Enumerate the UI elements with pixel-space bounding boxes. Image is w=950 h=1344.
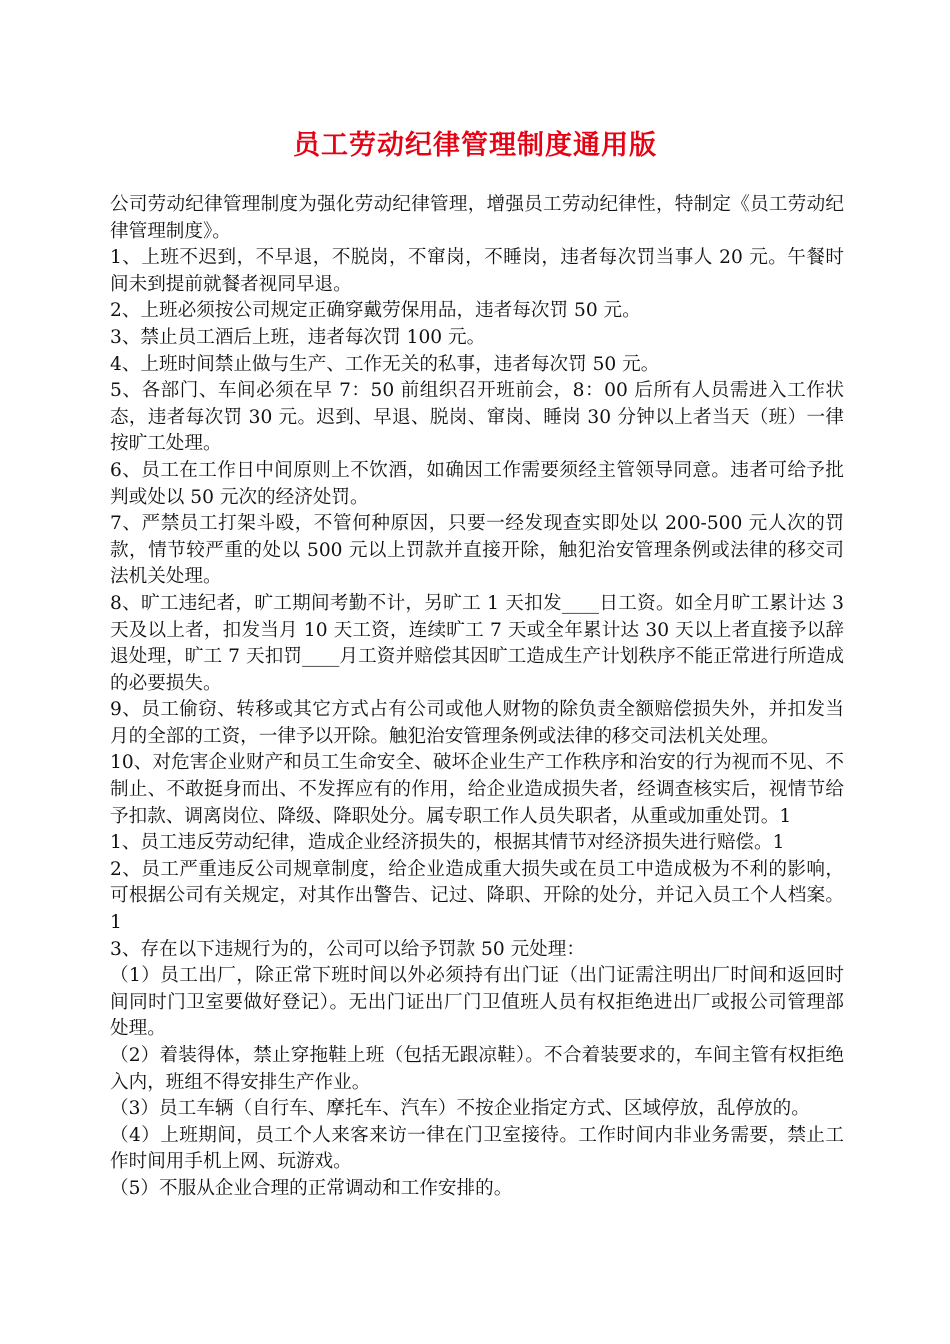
paragraph-rule-5: 5、各部门、车间必须在早 7：50 前组织召开班前会，8：00 后所有人员需进入工作状态，违者每次罚 30 元。迟到、早退、脱岗、窜岗、睡岗 30 分钟以上者当天（班）一律按旷工处理。 xyxy=(110,380,844,455)
paragraph-penalty-2: 2、员工严重违反公司规章制度，给企业造成重大损失或在员工中造成极为不利的影响，可根据公司有关规定，对其作出警告、记过、降职、开除的处分，并记入员工个人档案。1 xyxy=(110,858,844,934)
paragraph-rule-8: 8、旷工违纪者，旷工期间考勤不计，另旷工 1 天扣发____日工资。如全月旷工累计达 3 天及以上者，扣发当月 10 天工资，连续旷工 7 天或全年累计达 30 天以上者直接予以辞退处理，旷工 7 天扣罚____月工资并赔偿其因旷工造成生产计划秩序不能正常进行所造成的必要损失。 xyxy=(110,592,844,694)
paragraph-rule-4: 4、上班时间禁止做与生产、工作无关的私事，违者每次罚 50 元。 xyxy=(110,353,660,375)
paragraph-rule-7: 7、严禁员工打架斗殴，不管何种原因，只要一经发现查实即处以 200-500 元人次的罚款，情节较严重的处以 500 元以上罚款并直接开除，触犯治安管理条例或法律的移交司法机关处理。 xyxy=(110,513,844,588)
paragraph-rule-3: 3、禁止员工酒后上班，违者每次罚 100 元。 xyxy=(110,326,486,348)
paragraph-rule-2: 2、上班必须按公司规定正确穿戴劳保用品，违者每次罚 50 元。 xyxy=(110,300,641,322)
document-body xyxy=(110,192,844,1203)
paragraph-penalty-1: 1、员工违反劳动纪律，造成企业经济损失的，根据其情节对经济损失进行赔偿。1 xyxy=(110,832,785,854)
paragraph-rule-10: 10、对危害企业财产和员工生命安全、破坏企业生产工作秩序和治安的行为视而不见、不制止、不敢挺身而出、不发挥应有的作用，给企业造成损失者，经调查核实后，视情节给予扣款、调离岗位、降级、降职处分。属专职工作人员失职者，从重或加重处罚。1 xyxy=(110,752,844,827)
paragraph-item-4: （4）上班期间，员工个人来客来访一律在门卫室接待。工作时间内非业务需要，禁止工作时间用手机上网、玩游戏。 xyxy=(110,1124,844,1173)
paragraph-rule-6: 6、员工在工作日中间原则上不饮酒，如确因工作需要须经主管领导同意。违者可给予批判或处以 50 元次的经济处罚。 xyxy=(110,459,844,508)
paragraph-item-5: （5）不服从企业合理的正常调动和工作安排的。 xyxy=(110,1177,513,1199)
paragraph-rule-9: 9、员工偷窃、转移或其它方式占有公司或他人财物的除负责全额赔偿损失外，并扣发当月的全部的工资，一律予以开除。触犯治安管理条例或法律的移交司法机关处理。 xyxy=(110,699,844,747)
paragraph-item-2: （2）着装得体，禁止穿拖鞋上班（包括无跟凉鞋）。不合着装要求的，车间主管有权拒绝入内，班组不得安排生产作业。 xyxy=(110,1045,844,1093)
paragraph-rule-1: 1、上班不迟到，不早退，不脱岗，不窜岗，不睡岗，违者每次罚当事人 20 元。午餐时间未到提前就餐者视同早退。 xyxy=(110,247,844,295)
document-title: 员工劳动纪律管理制度通用版 xyxy=(293,130,657,161)
paragraph-item-1: （1）员工出厂，除正常下班时间以外必须持有出门证（出门证需注明出厂时间和返回时间同时门卫室要做好登记）。无出门证出厂门卫值班人员有权拒绝进出厂或报公司管理部处理。 xyxy=(110,965,844,1040)
paragraph-item-3: （3）员工车辆（自行车、摩托车、汽车）不按企业指定方式、区域停放，乱停放的。 xyxy=(110,1098,810,1120)
paragraph-penalty-3: 3、存在以下违规行为的，公司可以给予罚款 50 元处理： xyxy=(110,938,585,960)
paragraph-intro: 公司劳动纪律管理制度为强化劳动纪律管理，增强员工劳动纪律性，特制定《员工劳动纪律管理制度》。 xyxy=(110,194,844,242)
